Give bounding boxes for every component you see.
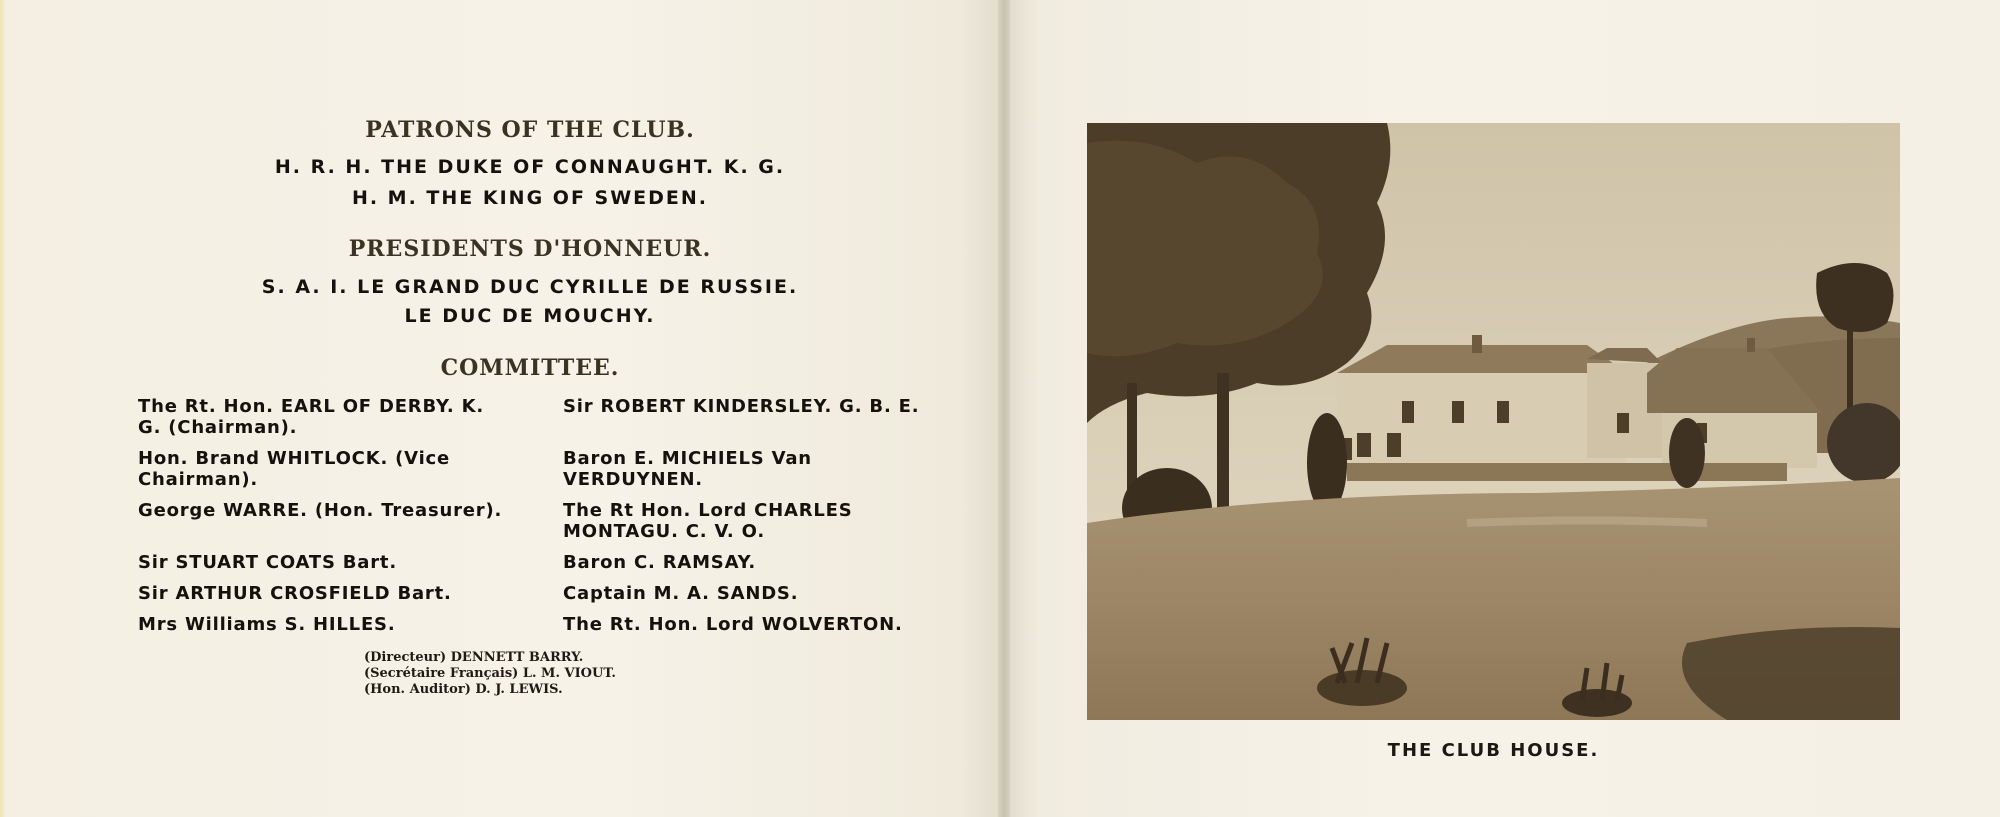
- committee-heading: COMMITTEE.: [440, 355, 620, 381]
- president-line: S. A. I. LE GRAND DUC CYRILLE DE RUSSIE.: [261, 276, 799, 298]
- officer-line: (Hon. Auditor) D. J. LEWIS.: [364, 682, 563, 697]
- presidents-heading: PRESIDENTS D'HONNEUR.: [348, 236, 712, 262]
- committee-member: Sir STUART COATS Bart.: [138, 552, 397, 573]
- committee-member: Mrs Williams S. HILLES.: [138, 614, 396, 635]
- committee-member: Sir ARTHUR CROSFIELD Bart.: [138, 583, 452, 604]
- club-house-photo: [1087, 123, 1900, 720]
- committee-member: Hon. Brand WHITLOCK. (Vice Chairman).: [138, 448, 451, 490]
- patrons-heading: PATRONS OF THE CLUB.: [365, 117, 695, 143]
- president-line: LE DUC DE MOUCHY.: [404, 305, 656, 327]
- committee-member: Sir ROBERT KINDERSLEY. G. B. E.: [563, 396, 920, 417]
- committee-member: Captain M. A. SANDS.: [563, 583, 799, 604]
- committee-member: The Rt. Hon. EARL OF DERBY. K. G. (Chairman).: [138, 396, 484, 438]
- photo-caption: THE CLUB HOUSE.: [1387, 740, 1600, 761]
- patron-line: H. M. THE KING OF SWEDEN.: [351, 187, 709, 209]
- patron-line: H. R. H. THE DUKE OF CONNAUGHT. K. G.: [274, 156, 786, 178]
- officer-line: (Secrétaire Français) L. M. VIOUT.: [364, 666, 616, 681]
- committee-member: The Rt. Hon. Lord WOLVERTON.: [563, 614, 903, 635]
- committee-member: Baron C. RAMSAY.: [563, 552, 757, 573]
- committee-member: The Rt Hon. Lord CHARLES MONTAGU. C. V. O.: [563, 500, 853, 542]
- committee-member: Baron E. MICHIELS Van VERDUYNEN.: [563, 448, 812, 490]
- committee-member: George WARRE. (Hon. Treasurer).: [138, 500, 503, 521]
- officer-line: (Directeur) DENNETT BARRY.: [364, 650, 584, 665]
